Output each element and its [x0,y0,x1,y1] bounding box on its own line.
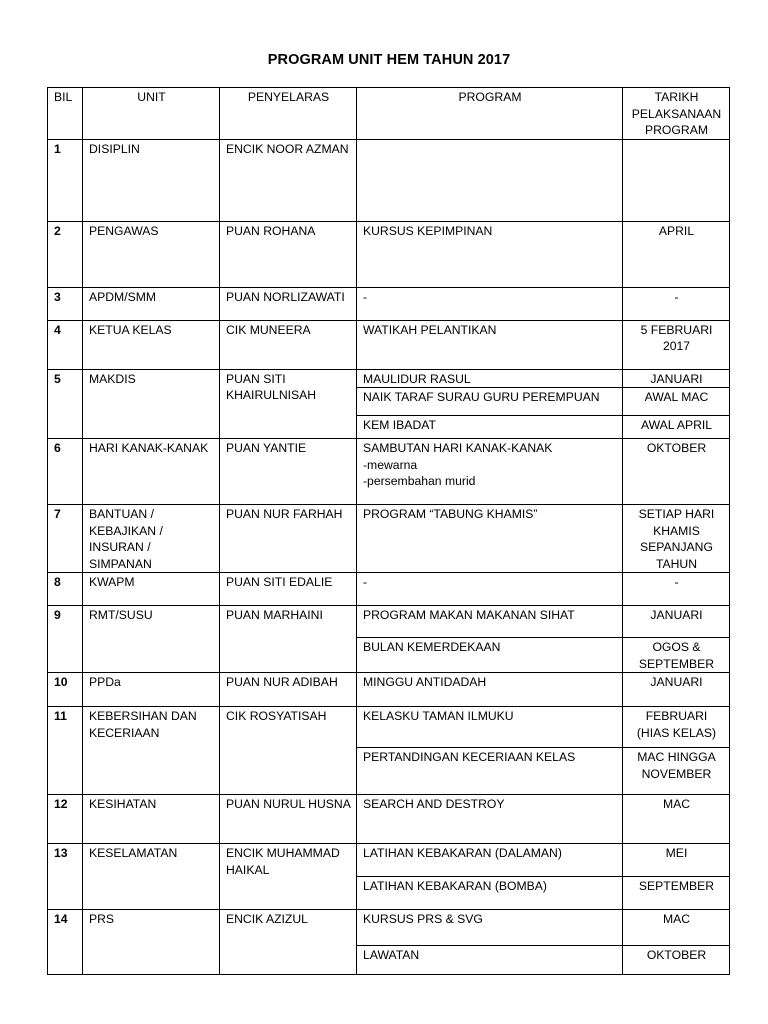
cell-program [357,673,623,707]
cell-tarikh: OKTOBER [623,946,730,975]
cell-penyelaras: ENCIK MUHAMMAD HAIKAL [220,844,357,910]
header-penyelaras: PENYELARAS [220,88,357,140]
program-line: MINGGU ANTIDADAH [363,675,487,689]
cell-bil: 7 [48,505,83,573]
cell-penyelaras: PUAN NUR ADIBAH [220,673,357,707]
program-line: LATIHAN KEBAKARAN (DALAMAN) [363,846,562,860]
cell-bil: 3 [48,287,83,320]
cell-penyelaras: PUAN YANTIE [220,439,357,505]
cell-tarikh: SEPTEMBER [623,877,730,910]
cell-program [357,139,623,221]
cell-program [357,795,623,844]
cell-unit: KETUA KELAS [83,320,220,369]
cell-unit: APDM/SMM [83,287,220,320]
cell-program [357,946,623,975]
cell-program [357,287,623,320]
table-row [48,287,730,320]
cell-program [357,388,623,416]
cell-penyelaras: PUAN ROHANA [220,221,357,287]
cell-unit: HARI KANAK-KANAK [83,439,220,505]
program-line: BULAN KEMERDEKAAN [363,640,501,654]
program-line: SAMBUTAN HARI KANAK-KANAK [363,441,553,455]
cell-bil: 14 [48,910,83,975]
cell-penyelaras: PUAN SITI EDALIE [220,573,357,606]
cell-tarikh: MAC [623,910,730,946]
cell-bil: 6 [48,439,83,505]
header-bil: BIL [48,88,83,140]
table-row [48,505,730,573]
table-body [48,139,730,975]
program-line: -mewarna [363,457,418,472]
cell-bil: 11 [48,707,83,795]
cell-unit: PRS [83,910,220,975]
table-row [48,707,730,748]
cell-tarikh: AWAL MAC [623,388,730,416]
table-row [48,439,730,505]
cell-unit: BANTUAN / KEBAJIKAN / INSURAN / SIMPANAN [83,505,220,573]
cell-penyelaras: PUAN SITI KHAIRULNISAH [220,369,357,439]
cell-penyelaras: ENCIK NOOR AZMAN [220,139,357,221]
cell-tarikh: - [623,573,730,606]
cell-bil: 12 [48,795,83,844]
cell-tarikh: FEBRUARI (HIAS KELAS) [623,707,730,748]
cell-tarikh: APRIL [623,221,730,287]
table-header-row [48,88,730,140]
cell-penyelaras: PUAN NORLIZAWATI [220,287,357,320]
program-table [47,87,730,975]
table-row [48,606,730,638]
program-line: KURSUS PRS & SVG [363,912,483,926]
header-unit: UNIT [83,88,220,140]
cell-bil: 1 [48,139,83,221]
cell-bil: 5 [48,369,83,439]
cell-program [357,844,623,877]
cell-tarikh: MEI [623,844,730,877]
cell-bil: 13 [48,844,83,910]
document-title: PROGRAM UNIT HEM TAHUN 2017 [267,52,511,68]
program-line: NAIK TARAF SURAU GURU PEREMPUAN [363,390,600,404]
program-line: PERTANDINGAN KECERIAAN KELAS [363,750,576,764]
cell-penyelaras: PUAN MARHAINI [220,606,357,673]
program-line: PROGRAM “TABUNG KHAMIS” [363,507,538,521]
table-row [48,320,730,369]
cell-unit: KEBERSIHAN DAN KECERIAAN [83,707,220,795]
table-row [48,844,730,877]
cell-program [357,369,623,388]
cell-program [357,638,623,673]
program-line: KEM IBADAT [363,418,436,432]
program-line: PROGRAM MAKAN MAKANAN SIHAT [363,608,575,622]
cell-unit: KESIHATAN [83,795,220,844]
program-line: LAWATAN [363,948,420,962]
cell-unit: PENGAWAS [83,221,220,287]
program-line: MAULIDUR RASUL [363,371,471,386]
program-line: KELASKU TAMAN ILMUKU [363,709,514,723]
cell-tarikh: MAC HINGGA NOVEMBER [623,748,730,795]
program-line: - [363,289,368,304]
program-line: WATIKAH PELANTIKAN [363,322,497,337]
cell-program [357,707,623,748]
cell-program [357,748,623,795]
cell-tarikh: 5 FEBRUARI 2017 [623,320,730,369]
cell-unit: KWAPM [83,573,220,606]
cell-tarikh: OKTOBER [623,439,730,505]
cell-program [357,910,623,946]
cell-tarikh: JANUARI [623,606,730,638]
cell-penyelaras: PUAN NUR FARHAH [220,505,357,573]
cell-penyelaras: PUAN NURUL HUSNA [220,795,357,844]
program-line: KURSUS KEPIMPINAN [363,223,493,238]
cell-tarikh: - [623,287,730,320]
table-row [48,369,730,388]
program-line: LATIHAN KEBAKARAN (BOMBA) [363,879,547,893]
cell-program [357,320,623,369]
cell-program [357,416,623,439]
program-line: SEARCH AND DESTROY [363,797,505,811]
program-line: -persembahan murid [363,474,476,488]
cell-program [357,505,623,573]
cell-tarikh: SETIAP HARI KHAMIS SEPANJANG TAHUN [623,505,730,573]
cell-penyelaras: ENCIK AZIZUL [220,910,357,975]
header-tarikh: TARIKH PELAKSANAAN PROGRAM [623,88,730,140]
table-row [48,573,730,606]
table-row [48,673,730,707]
table-row [48,221,730,287]
table-row [48,139,730,221]
table-row [48,795,730,844]
cell-program [357,606,623,638]
cell-program [357,221,623,287]
cell-unit: DISIPLIN [83,139,220,221]
cell-program [357,573,623,606]
cell-penyelaras: CIK ROSYATISAH [220,707,357,795]
cell-tarikh: OGOS & SEPTEMBER [623,638,730,673]
cell-tarikh [623,139,730,221]
cell-tarikh: JANUARI [623,673,730,707]
cell-unit: PPDa [83,673,220,707]
cell-tarikh: JANUARI [623,369,730,388]
cell-bil: 4 [48,320,83,369]
cell-unit: KESELAMATAN [83,844,220,910]
cell-program [357,439,623,505]
cell-bil: 2 [48,221,83,287]
cell-unit: RMT/SUSU [83,606,220,673]
cell-program [357,877,623,910]
cell-bil: 10 [48,673,83,707]
table-row [48,910,730,946]
cell-bil: 9 [48,606,83,673]
cell-penyelaras: CIK MUNEERA [220,320,357,369]
cell-tarikh: AWAL APRIL [623,416,730,439]
header-program: PROGRAM [357,88,623,140]
program-line: - [363,575,368,589]
cell-bil: 8 [48,573,83,606]
cell-tarikh: MAC [623,795,730,844]
cell-unit: MAKDIS [83,369,220,439]
